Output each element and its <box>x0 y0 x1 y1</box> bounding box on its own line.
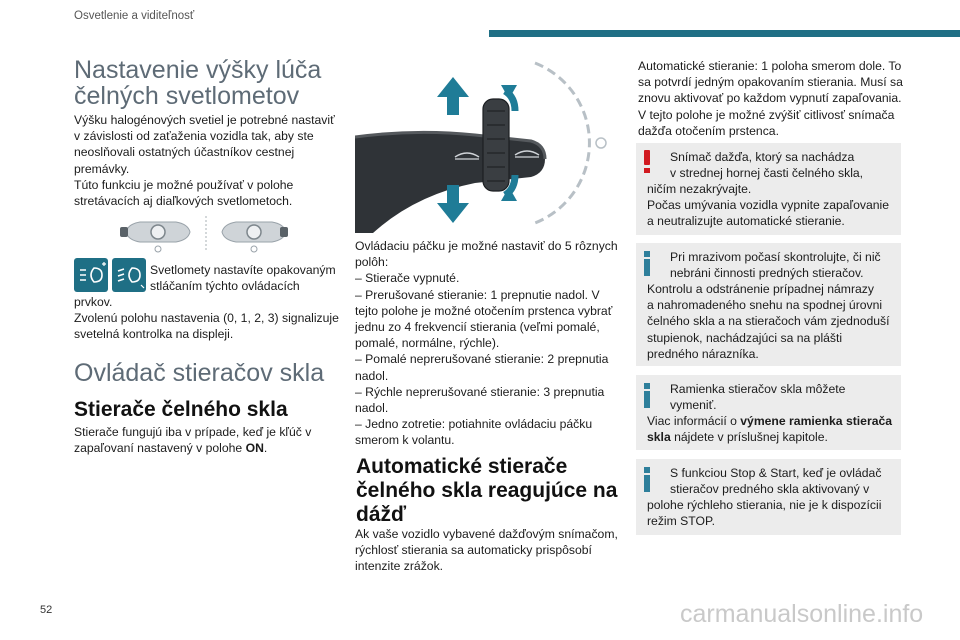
rain-sensor-text: Ak vaše vozidlo vybavené dažďovým snímačom, rýchlosť stierania sa automaticky prispôsobí intenzite zrážok. <box>355 527 618 574</box>
rain-sensitive-wipers-heading: Automatické stierače čelného skla reagujúce na dážď <box>356 455 618 526</box>
headlamp-up-button-icon <box>112 258 146 292</box>
headlamp-low-icon <box>120 222 190 242</box>
header-accent-bar <box>489 30 960 37</box>
buttons-description-cont: prvkov. Zvolenú polohu nastavenia (0, 1, 2, 3) signalizuje svetelná kontrolka na displeji. <box>74 295 339 342</box>
section-header: Osvetlenie a viditeľnosť <box>74 10 195 22</box>
wiper-blade-info-note: Ramienka stieračov skla môžete vymeniť. Viac informácií o výmene ramienka stierača skla nájdete v príslušnej kapitole. <box>636 375 901 450</box>
info-icon <box>644 251 650 276</box>
buttons-description: Svetlomety nastavíte opakovaným stláčaním týchto ovládacích <box>150 263 336 294</box>
info-icon <box>644 467 650 492</box>
stop-start-info-note: S funkciou Stop & Start, keď je ovládač stieračov predného skla aktivovaný v polohe rýchleho stierania, nie je k dispozícii režim STOP. <box>636 459 901 535</box>
headlamp-level-illustration <box>118 212 298 254</box>
warning-note: Snímač dažďa, ktorý sa nachádza v strednej hornej časti čelného skla, ničím nezakrývajte. Počas umývania vozidla vypnite zapaľovanie a neutralizujte automatické stieranie. <box>636 143 901 235</box>
headlamp-down-button-icon <box>74 258 108 292</box>
wiper-intro: Stierače fungujú iba v prípade, keď je kľúč v zapaľovaní nastavený v polohe ON. <box>74 425 312 456</box>
headlamp-intro: Výšku halogénových svetiel je potrebné nastaviť v závislosti od zaťaženia vozidla tak, aby ste neoslňovali ostatných účastníkov cestnej premávky. Túto funkciu je možné používať v polohe stretávacích aj diaľkových svetlometoch. <box>74 113 335 209</box>
warning-exclamation-icon <box>644 150 650 173</box>
frost-info-note: Pri mrazivom počasí skontrolujte, či nič nebráni činnosti predných stieračov. Kontrolu a odstránenie prípadnej námrazy a nahromadeného snehu na spodnej úrovni čelného skla a na stieračoch vám zjednoduší stupienok, nachádzajúci sa na plášti predného nárazníka. <box>636 243 901 366</box>
watermark: carmanualsonline.info <box>680 600 924 628</box>
auto-wiping-text: Automatické stieranie: 1 poloha smerom dole. To sa potvrdí jedným opakovaním stierania. Musí sa znovu aktivovať po každom vypnutí zapaľovania. V tejto polohe je možné zvýšiť citlivosť snímača dažďa otočením prstenca. <box>638 59 903 138</box>
headlamp-adjust-title: Nastavenie výšky lúča čelných svetlometov <box>74 56 322 110</box>
page-number: 52 <box>40 604 53 616</box>
wiper-control-title: Ovládač stieračov skla <box>74 359 325 387</box>
info-icon <box>644 383 650 408</box>
headlamp-high-icon <box>222 222 288 242</box>
windscreen-wipers-heading: Stierače čelného skla <box>74 398 288 421</box>
wiper-lever-illustration <box>355 55 620 233</box>
lever-positions-text: Ovládaciu páčku je možné nastaviť do 5 rôznych polôh: – Stierače vypnuté. – Prerušované stieranie: 1 prepnutie nadol. V tejto polohe je možné otočením prstenca vybrať jednu zo 4 frekvencií stierania (veľmi pomalé, pomalé, normálne, rýchle). – Pomalé neprerušované stieranie: 2 prepnutia nadol. – Rýchle neprerušované stieranie: 3 prepnutia nadol. – Jedno zotretie: potiahnite ovládaciu páčku smerom k volantu. <box>355 239 618 448</box>
